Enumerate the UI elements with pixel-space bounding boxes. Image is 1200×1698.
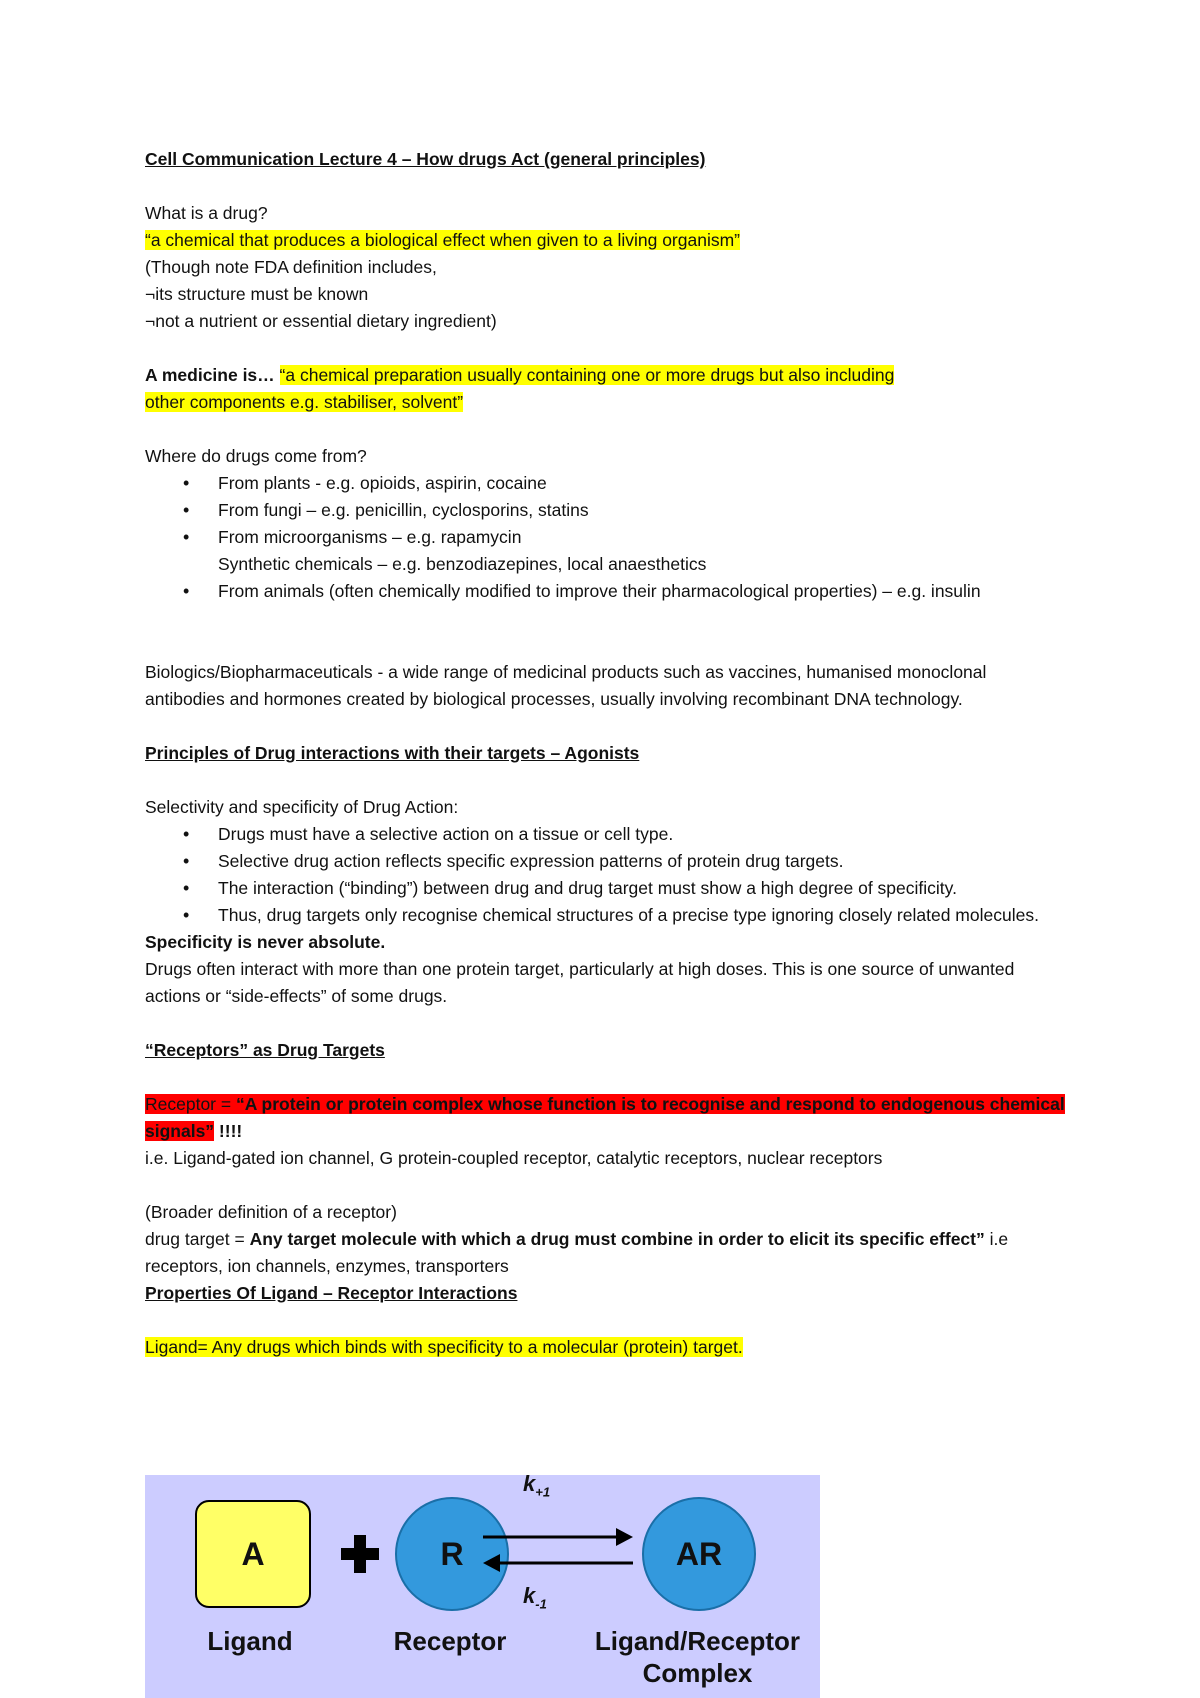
sources-question: Where do drugs come from? (145, 446, 367, 466)
specificity-statement: Specificity is never absolute. (145, 932, 386, 952)
medicine-label: A medicine is… (145, 365, 275, 385)
equilibrium-arrows-icon (478, 1505, 638, 1595)
list-item: • Drugs must have a selective action on a tissue or cell type. (145, 821, 1065, 848)
side-effects-paragraph: Drugs often interact with more than one protein target, particularly at high doses. This is one source of unwanted actions or “side-effects” of some drugs. (145, 959, 1015, 1006)
fda-note: (Though note FDA definition includes, (145, 257, 437, 277)
receptor-def-prefix: Receptor = (145, 1094, 236, 1114)
plus-icon (341, 1548, 379, 1560)
receptor-examples: i.e. Ligand-gated ion channel, G protein-coupled receptor, catalytic receptors, nuclear receptors (145, 1148, 883, 1168)
medicine-definition (145, 362, 1065, 389)
ligand-receptor-diagram (145, 1471, 820, 1698)
forward-rate-constant: $k_{+1}$ (523, 1471, 551, 1500)
receptor-def-text: “A protein or protein complex whose function is to recognise and respond to endogenous chemical signals” (145, 1094, 1065, 1141)
sources-list (145, 470, 1065, 551)
ligand-box: A (195, 1500, 311, 1608)
list-item: • From microorganisms – e.g. rapamycin (145, 524, 1065, 551)
drug-target-prefix: drug target = (145, 1229, 250, 1249)
list-item: • Thus, drug targets only recognise chemical structures of a precise type ignoring closely related molecules. (145, 902, 1065, 929)
receptors-heading: “Receptors” as Drug Targets (145, 1040, 385, 1060)
receptor-circle: R (395, 1497, 509, 1611)
receptor-caption: Receptor (393, 1626, 507, 1656)
list-item: • From animals (often chemically modified to improve their pharmacological properties) – e.g. insulin (145, 578, 1065, 605)
ligand-definition: Ligand= Any drugs which binds with specificity to a molecular (protein) target. (145, 1337, 743, 1357)
reverse-rate-constant: $k_{-1}$ (523, 1583, 547, 1612)
ligand-caption: Ligand (207, 1626, 293, 1656)
complex-caption: Ligand/Receptor Complex (594, 1626, 801, 1688)
drug-target-definition (145, 1226, 1065, 1280)
principles-heading: Principles of Drug interactions with their targets – Agonists (145, 743, 640, 763)
receptor-definition-highlight (145, 1094, 1065, 1141)
selectivity-list (145, 821, 1065, 929)
fda-note-item: ¬its structure must be known (145, 284, 369, 304)
receptor-def-suffix: !!!! (214, 1121, 243, 1141)
properties-heading: Properties Of Ligand – Receptor Interactions (145, 1283, 518, 1303)
list-item: • From fungi – e.g. penicillin, cyclosporins, statins (145, 497, 1065, 524)
document-title: Cell Communication Lecture 4 – How drugs Act (general principles) (145, 149, 706, 169)
list-item: • From plants - e.g. opioids, aspirin, cocaine (145, 470, 1065, 497)
medicine-definition-text: other components e.g. stabiliser, solvent” (145, 392, 464, 412)
complex-circle: AR (642, 1497, 756, 1611)
biologics-paragraph: Biologics/Biopharmaceuticals - a wide range of medicinal products such as vaccines, humanised monoclonal antibodies and hormones created by biological processes, usually involving recombinant DNA technology. (145, 662, 987, 709)
drug-definition: “a chemical that produces a biological effect when given to a living organism” (145, 230, 740, 250)
broader-definition: (Broader definition of a receptor) (145, 1202, 397, 1222)
list-item: • Selective drug action reflects specific expression patterns of protein drug targets. (145, 848, 1065, 875)
fda-note-item: ¬not a nutrient or essential dietary ingredient) (145, 311, 497, 331)
medicine-definition-text: “a chemical preparation usually containing one or more drugs but also including (279, 365, 895, 385)
document-body (145, 146, 1065, 1361)
drug-target-text: Any target molecule with which a drug must combine in order to elicit its specific effect” (249, 1229, 985, 1249)
selectivity-intro: Selectivity and specificity of Drug Action: (145, 797, 459, 817)
drug-question: What is a drug? (145, 203, 268, 223)
list-item: • The interaction (“binding”) between drug and drug target must show a high degree of specificity. (145, 875, 1065, 902)
receptor-definition (145, 1091, 1065, 1145)
drug-target-suffix: i.e receptors, ion channels, enzymes, transporters (145, 1229, 1009, 1276)
list-subitem: Synthetic chemicals – e.g. benzodiazepines, local anaesthetics (218, 554, 707, 574)
